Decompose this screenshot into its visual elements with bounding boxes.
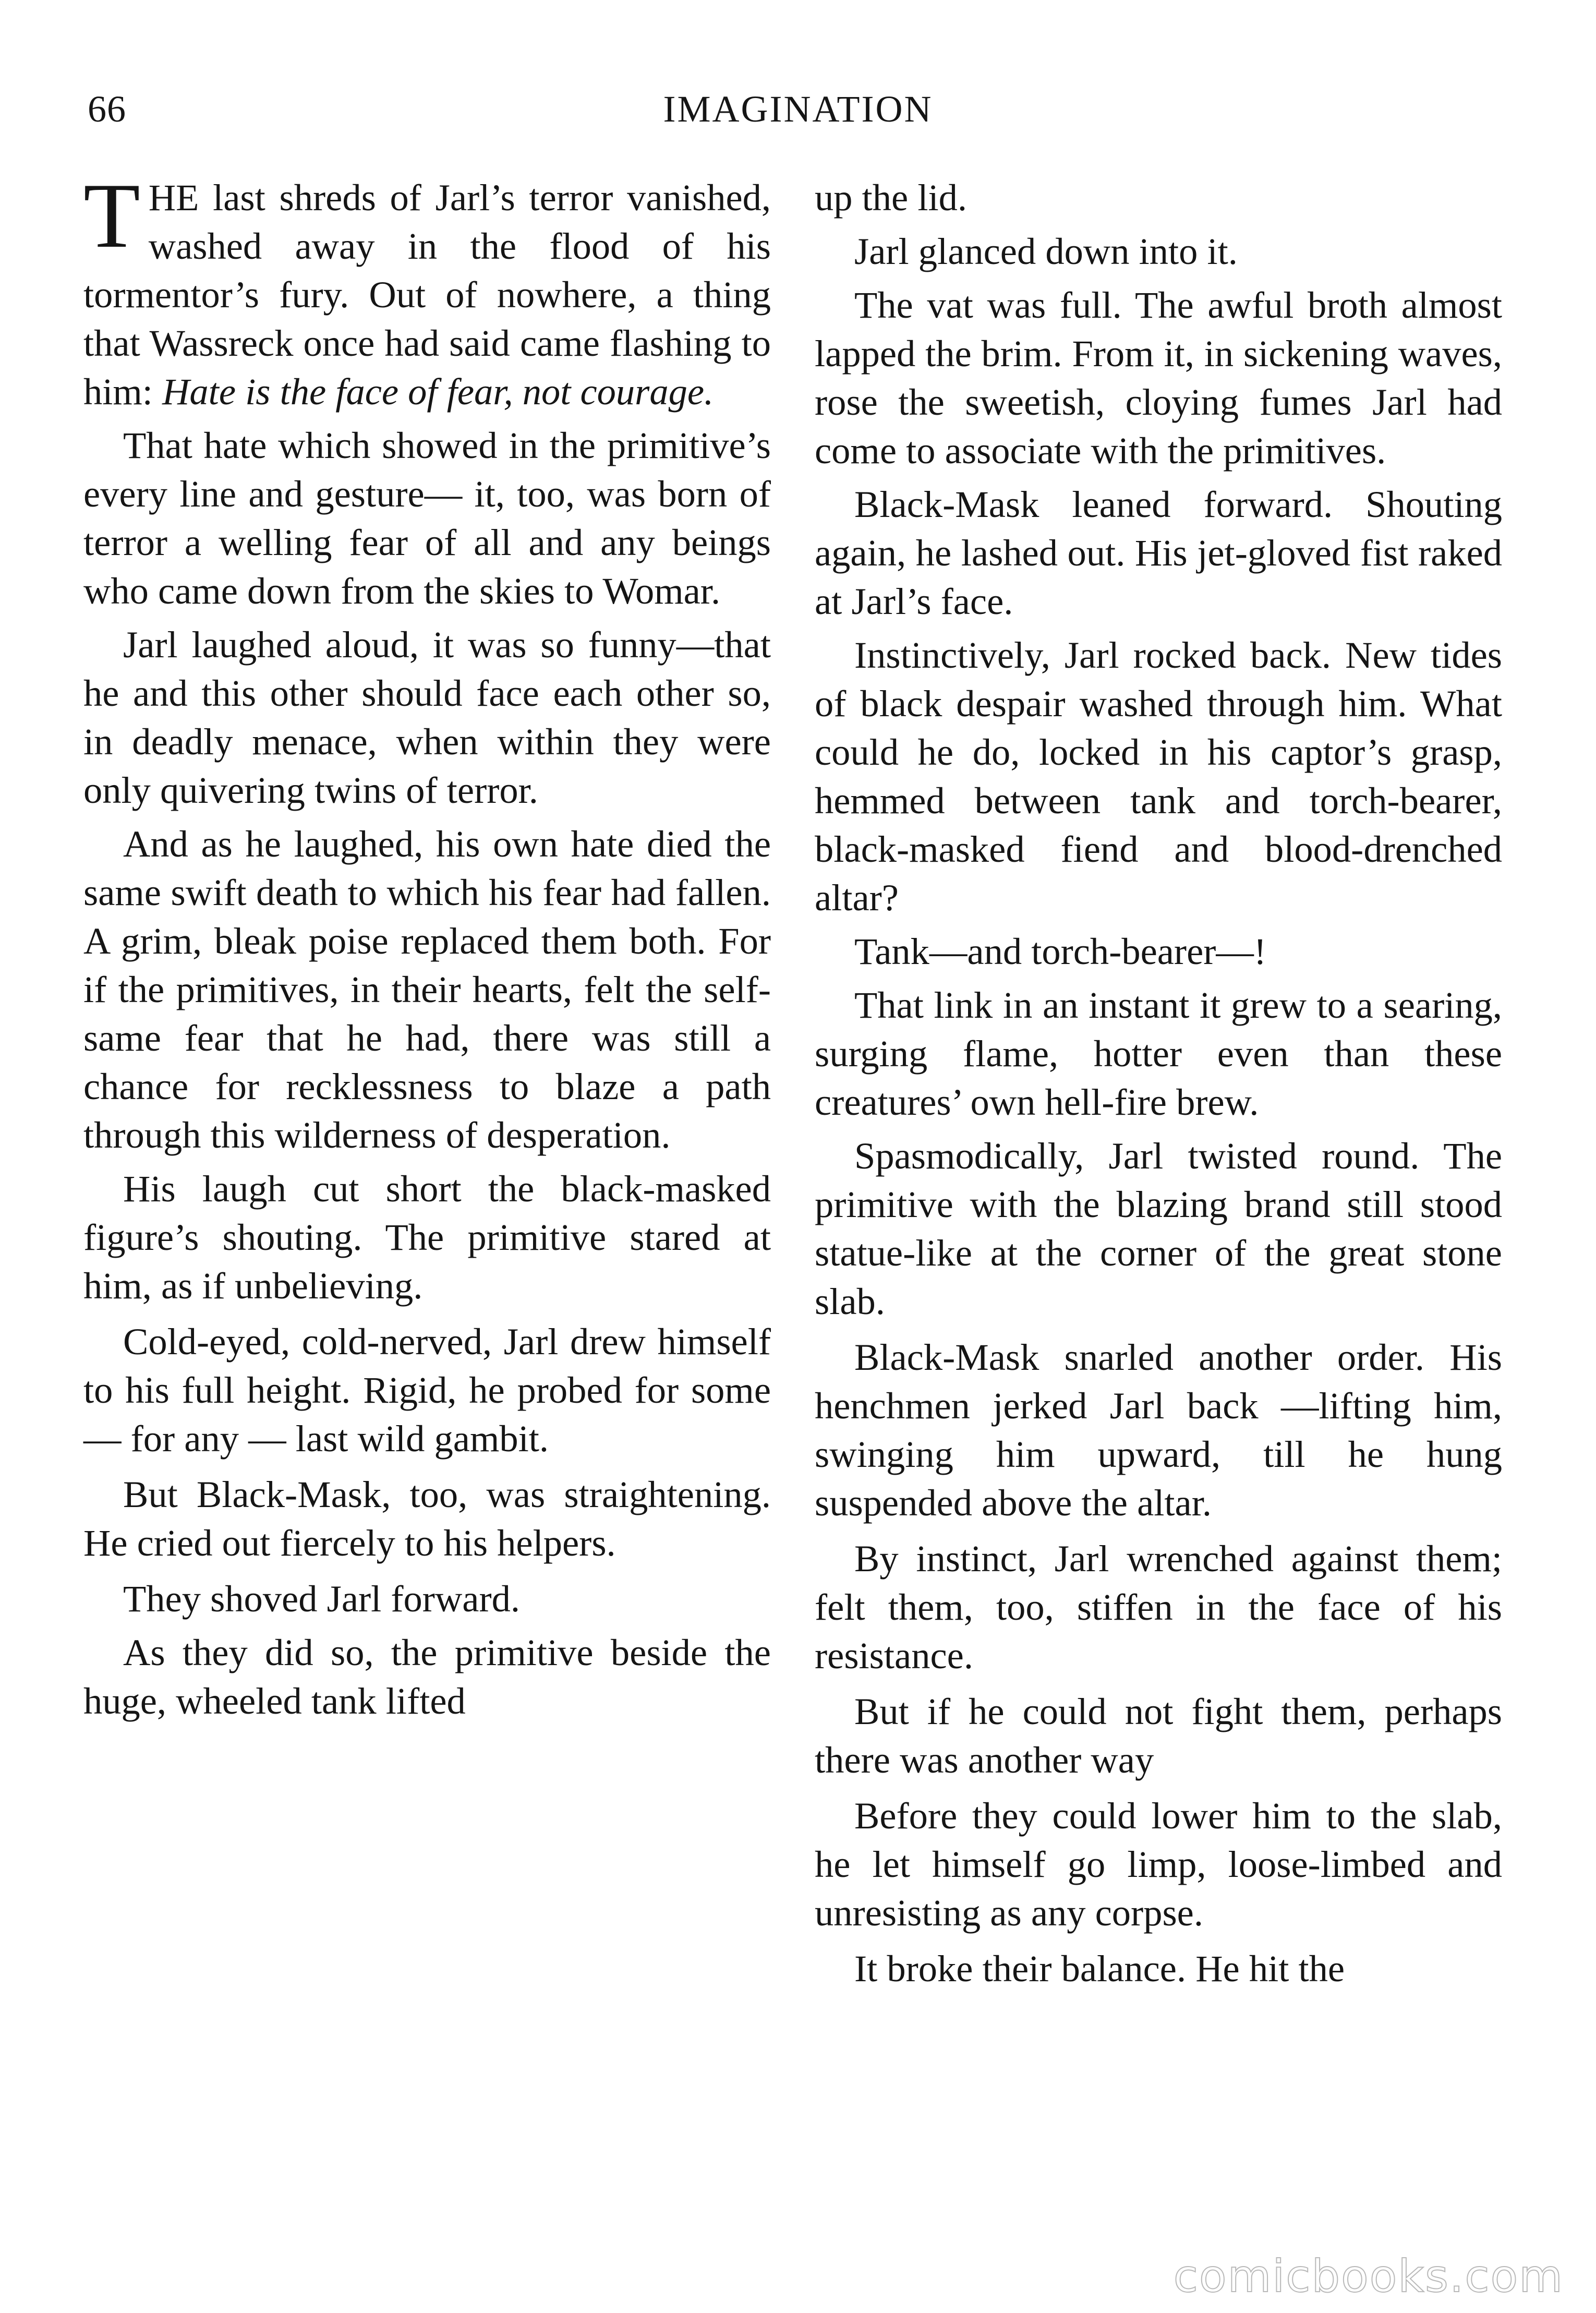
paragraph: They shoved Jarl forward. (123, 1577, 521, 1620)
paragraph: Before they could lower him to the slab, he let himself go limp, loose-limbed and unresisting as any corpse. (815, 1794, 1502, 1934)
opening-italic-quote: Hate is the face of fear, not courage. (162, 370, 714, 413)
paragraph: As they did so, the primitive beside the huge, wheeled tank lifted (83, 1631, 771, 1722)
paragraph: Tank—and torch-bearer—! (854, 930, 1267, 972)
paragraph: By instinct, Jarl wrenched against them; felt them, too, stiffen in the face of his resistance. (815, 1537, 1502, 1677)
running-title: IMAGINATION (663, 88, 933, 130)
paragraph: Black-Mask snarled another order. His henchmen jerked Jarl back —lifting him, swinging him upward, till he hung suspended above the altar. (815, 1336, 1502, 1524)
paragraph: That hate which showed in the primitive’s every line and gesture— it, too, was born of terror a welling fear of all and any beings who came down from the skies to Womar. (83, 424, 771, 612)
paragraph: Black-Mask leaned forward. Shouting again, he lashed out. His jet-gloved fist raked at Jarl’s face. (815, 483, 1502, 622)
page-header (0, 78, 1596, 141)
right-column (815, 173, 1502, 1998)
paragraph: That link in an instant it grew to a searing, surging flame, hotter even than these creatures’ own hell-fire brew. (815, 984, 1502, 1123)
paragraph: Spasmodically, Jarl twisted round. The primitive with the blazing brand still stood statue-like at the corner of the great stone slab. (815, 1135, 1502, 1322)
paragraph: Cold-eyed, cold-nerved, Jarl drew himself to his full height. Rigid, he probed for some — for any — last wild gambit. (83, 1320, 771, 1460)
paragraph: Instinctively, Jarl rocked back. New tides of black despair washed through him. What could he do, locked in his captor’s grasp, hemmed between tank and torch-bearer, black-masked fiend and blood-drenched altar? (815, 634, 1502, 919)
paragraph: But Black-Mask, too, was straightening. He cried out fiercely to his helpers. (83, 1473, 771, 1564)
watermark: comicbooks.com (1173, 2250, 1564, 2303)
opening-text: HE last shreds of Jarl’s terror vanished, washed away in the flood of his tormentor’s fury. Out of nowhere, a thing that Wassreck once had said came flashing to him: (83, 176, 771, 413)
paragraph: But if he could not fight them, perhaps there was another way (815, 1690, 1502, 1781)
drop-cap: T (83, 164, 140, 267)
paragraph: Jarl glanced down into it. (854, 230, 1238, 272)
paragraph: The vat was full. The awful broth almost lapped the brim. From it, in sickening waves, rose the sweetish, cloying fumes Jarl had come to associate with the primitives. (815, 284, 1502, 472)
paragraph: Jarl laughed aloud, it was so funny—that he and this other should face each other so, in deadly menace, when within they were only quivering twins of terror. (83, 623, 771, 811)
opening-paragraph (83, 164, 771, 416)
continuation-paragraph: up the lid. (815, 176, 967, 219)
page-number: 66 (88, 88, 126, 130)
paragraph: His laugh cut short the black-masked figure’s shouting. The primitive stared at him, as if unbelieving. (83, 1167, 771, 1307)
paragraph: It broke their balance. He hit the (854, 1947, 1345, 1990)
paragraph: And as he laughed, his own hate died the same swift death to which his fear had fallen. A grim, bleak poise replaced them both. For if the primitives, in their hearts, felt the self-same fear that he had, there was still a chance for recklessness to blaze a path through this wilderness of desperation. (83, 823, 771, 1156)
left-column (83, 164, 771, 1730)
